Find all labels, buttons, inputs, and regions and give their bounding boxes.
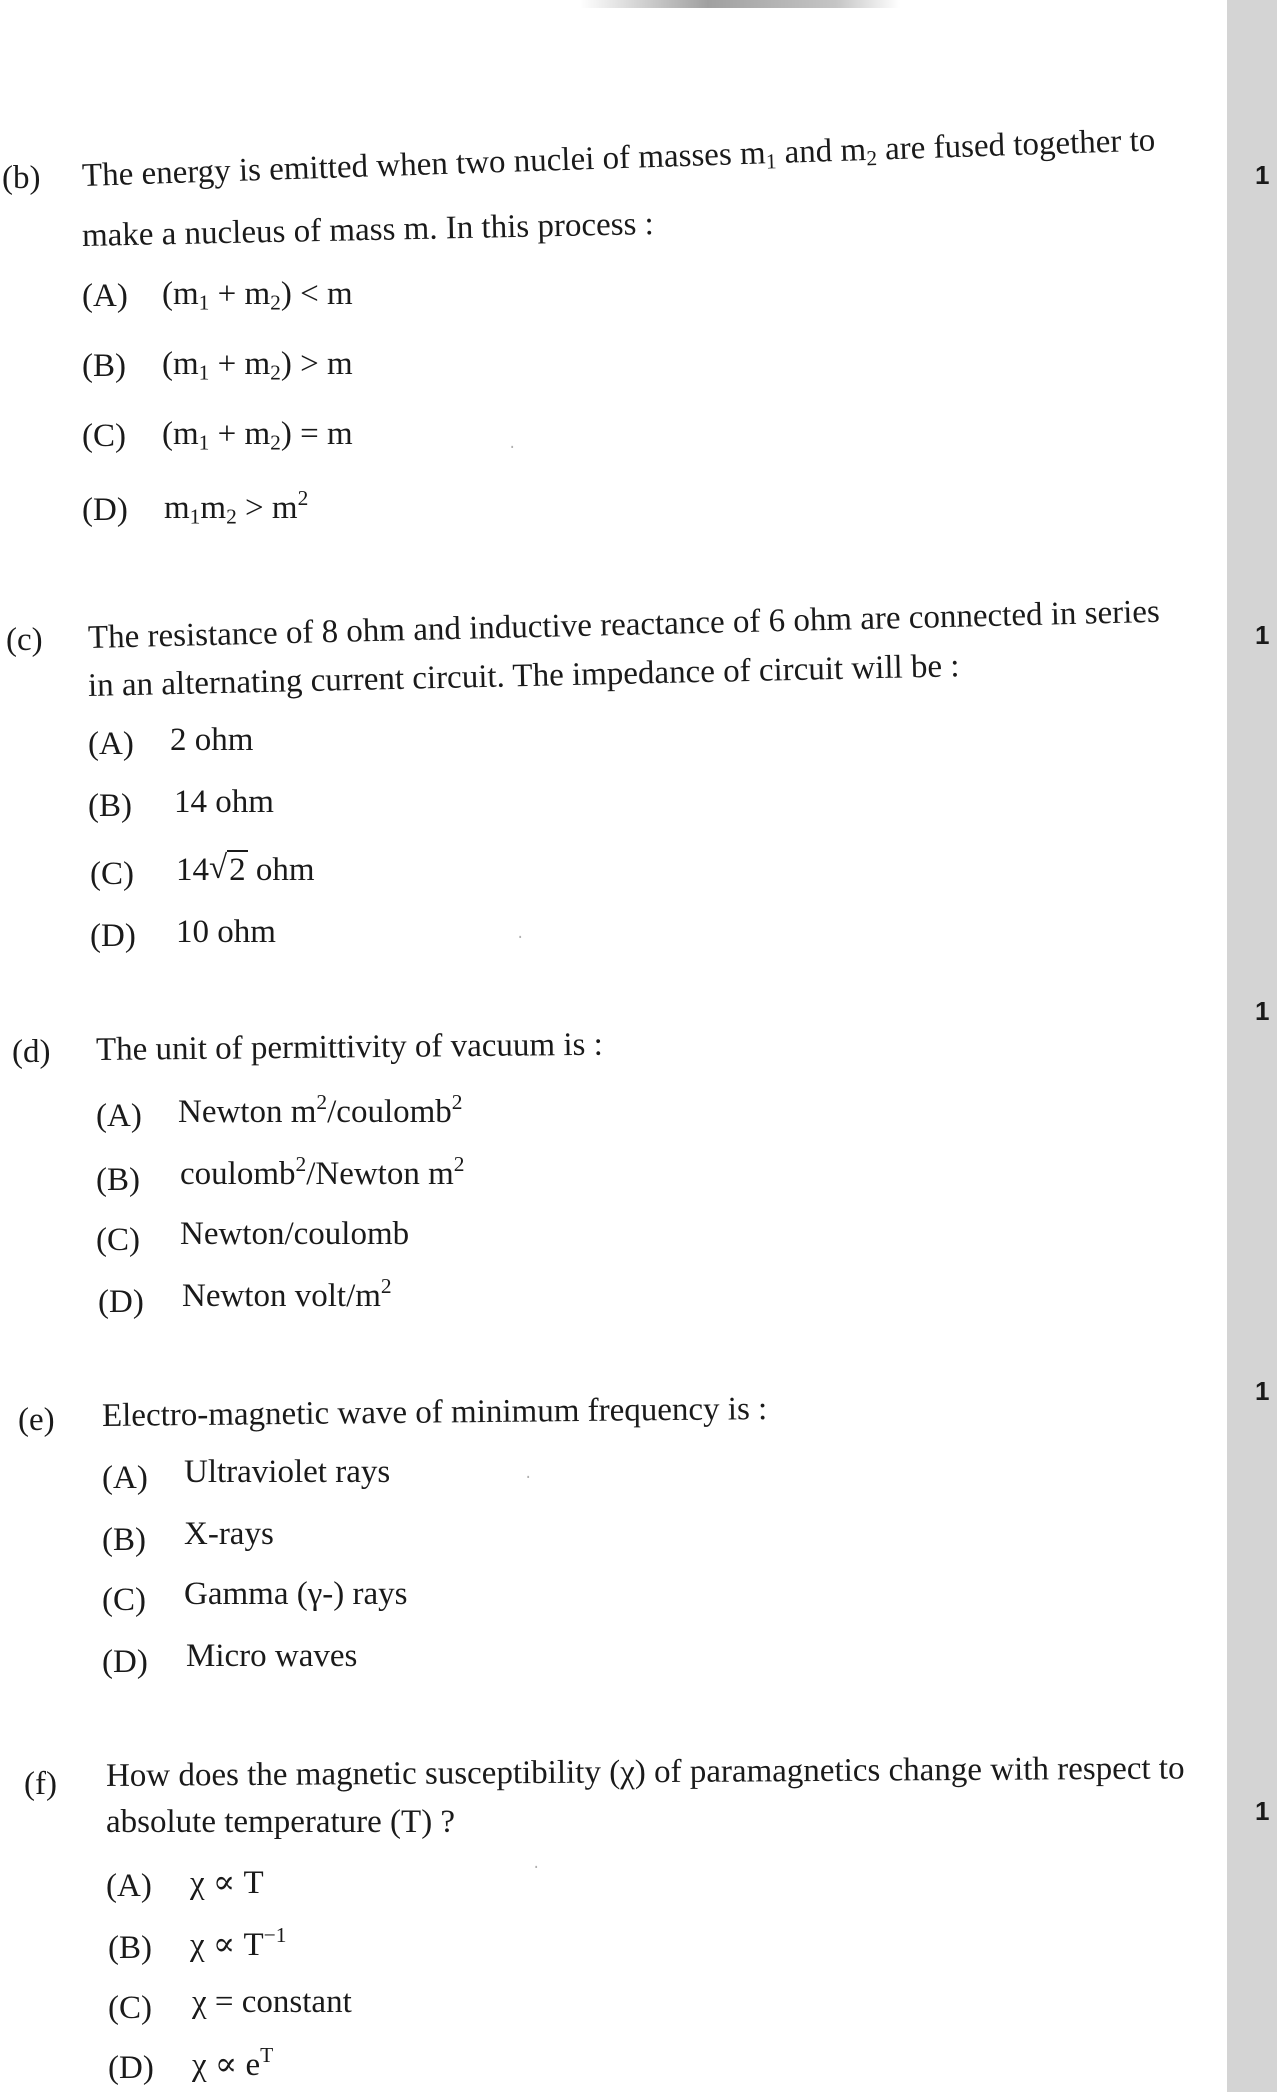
option-label: (D): [82, 492, 128, 528]
scan-speck: ·: [532, 1860, 541, 1876]
marks: 1: [1255, 620, 1270, 650]
option-label: (D): [102, 1644, 148, 1680]
option-text: coulomb$^2$/Newton $m^2$: [180, 1152, 465, 1192]
option-text: $\chi \propto T^{-1}$: [190, 1923, 287, 1963]
option-label: (C): [108, 1990, 152, 2026]
scan-speck: ·: [516, 930, 525, 946]
option-label: (A): [102, 1460, 148, 1496]
option-label: (B): [102, 1522, 146, 1558]
option-text: χ ∝ T: [190, 1865, 264, 1901]
scan-smudge: [580, 0, 900, 8]
option-label: (D): [98, 1284, 144, 1320]
option-label: (D): [90, 918, 136, 954]
marks: 1: [1255, 1376, 1270, 1406]
option-text: $(m_1 + m_2) < m$: [162, 276, 353, 315]
question-label: (b): [2, 160, 41, 196]
option-text: $m_1m_2 > m^2$: [164, 486, 309, 529]
question-label: (e): [18, 1402, 55, 1438]
option-text: X-rays: [184, 1516, 274, 1552]
question-label: (f): [24, 1766, 57, 1802]
option-label: (C): [82, 418, 126, 454]
option-label: (A): [82, 278, 128, 314]
option-text: Newton volt/$m^2$: [182, 1274, 392, 1314]
option-text: $\chi \propto e^T$: [192, 2043, 274, 2083]
option-label: (D): [108, 2050, 154, 2086]
option-label: (C): [96, 1222, 140, 1258]
question-text-line1: The unit of permittivity of vacuum is :: [95, 1026, 603, 1068]
option-label: (B): [82, 348, 126, 384]
option-text: 2 ohm: [170, 722, 254, 758]
option-text: Ultraviolet rays: [184, 1454, 391, 1490]
question-label: (c): [6, 622, 43, 658]
option-text: $(m_1 + m_2) = m$: [162, 416, 353, 455]
option-text: Gamma (γ-) rays: [184, 1576, 408, 1612]
scan-speck: ·: [524, 1470, 533, 1486]
option-label: (B): [108, 1930, 152, 1966]
scan-speck: ·: [508, 440, 517, 456]
option-label: (C): [90, 856, 134, 892]
marks: 1: [1255, 160, 1270, 190]
option-text: Newton $m^2/coulomb^2$: [178, 1090, 463, 1130]
question-text-line1: The energy is emitted when two nuclei of masses $m_1$ and $m_2$ are fused together to: [81, 122, 1156, 194]
option-label: (A): [106, 1868, 152, 1904]
option-text: 14 √ 2 ohm: [176, 850, 315, 888]
question-text-line1: The resistance of 8 ohm and inductive reactance of 6 ohm are connected in series: [87, 593, 1161, 656]
question-text-line1: How does the magnetic susceptibility (χ) of paramagnetics change with respect to: [105, 1750, 1185, 1794]
marks: 1: [1255, 1796, 1270, 1826]
option-label: (B): [88, 788, 132, 824]
question-text-line2: absolute temperature (T) ?: [106, 1804, 456, 1840]
option-text: $(m_1 + m_2) > m$: [162, 346, 353, 385]
marks: 1: [1255, 996, 1270, 1026]
option-text: 10 ohm: [176, 914, 276, 950]
question-text-line1: Electro-magnetic wave of minimum frequency is :: [101, 1391, 768, 1434]
option-label: (C): [102, 1582, 146, 1618]
question-label: (d): [12, 1034, 51, 1070]
page-margin-strip: [1227, 0, 1277, 2092]
option-label: (B): [96, 1162, 140, 1198]
option-label: (A): [96, 1098, 142, 1134]
question-text-line2: in an alternating current circuit. The impedance of circuit will be :: [87, 648, 960, 704]
option-label: (A): [88, 726, 134, 762]
option-text: χ = constant: [192, 1984, 352, 2020]
option-text: 14 ohm: [174, 784, 274, 820]
option-text: Newton/coulomb: [180, 1216, 410, 1252]
question-text-line2: make a nucleus of mass m. In this process :: [81, 206, 655, 254]
option-text: Micro waves: [186, 1638, 358, 1674]
